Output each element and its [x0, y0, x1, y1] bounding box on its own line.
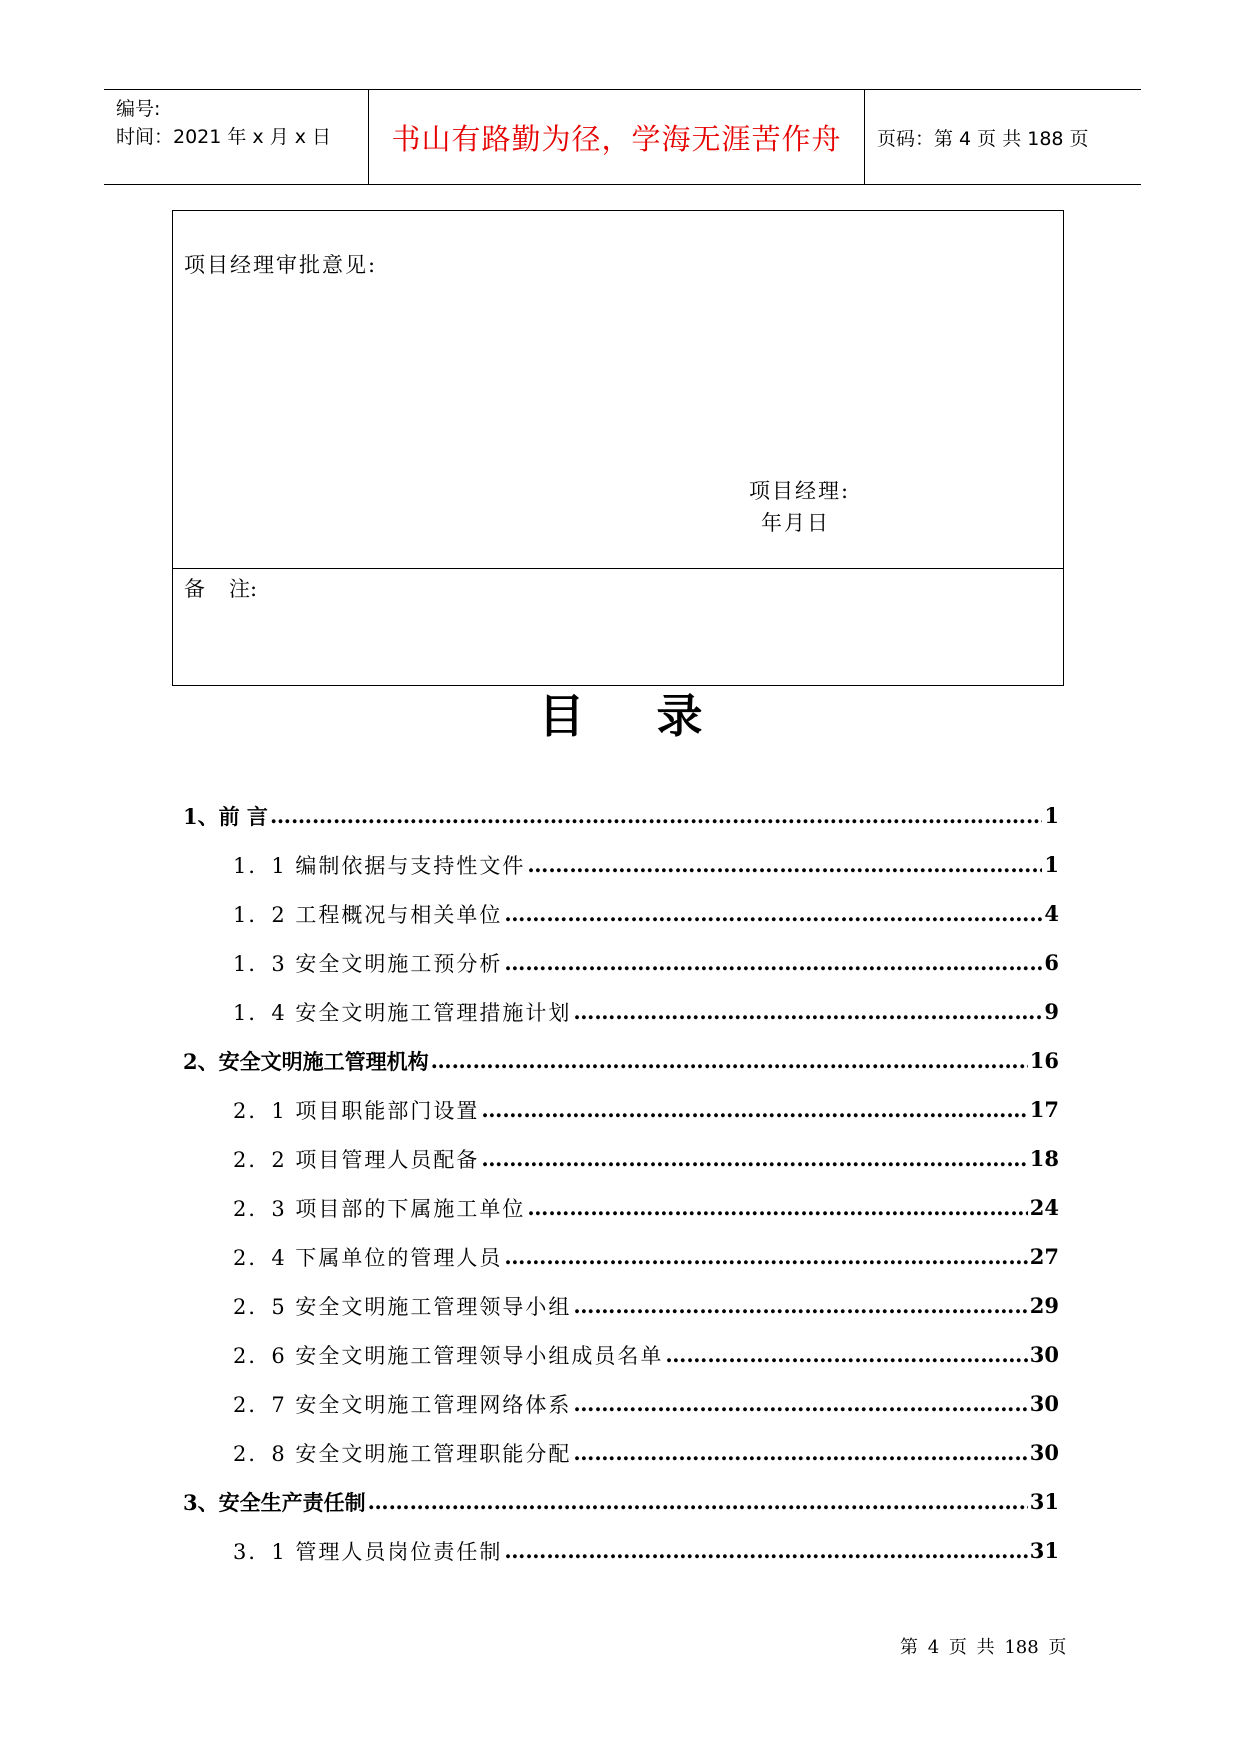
remark-label-a: 备 [184, 577, 205, 601]
toc-entry-text: 2．8 安全文明施工管理职能分配 [233, 1441, 572, 1466]
toc-entry-text: 2．3 项目部的下属施工单位 [233, 1196, 526, 1221]
toc-leader-dots [665, 1342, 1027, 1367]
toc-entry-page: 4 [1044, 901, 1059, 926]
toc-leader-dots [481, 1146, 1027, 1171]
toc-leader-dots [431, 1048, 1028, 1073]
toc-entry[interactable] [183, 1428, 1059, 1477]
page-footer: 第 4 页 共 188 页 [900, 1637, 1067, 1658]
header-page-number: 页码：第 4 页 共 188 页 [877, 128, 1089, 150]
toc-entry[interactable] [183, 1134, 1059, 1183]
approval-table [172, 210, 1064, 686]
toc-leader-dots [573, 1391, 1027, 1416]
document-time-label: 时间：2021 年 x 月 x 日 [116, 126, 332, 148]
approval-opinion-label: 项目经理审批意见: [184, 253, 378, 277]
toc-entry[interactable] [183, 1183, 1059, 1232]
toc-entry-page: 24 [1029, 1195, 1059, 1220]
toc-entry-page: 27 [1029, 1244, 1059, 1269]
toc-entry-text: 2．5 安全文明施工管理领导小组 [233, 1294, 572, 1319]
toc-entry-text: 1．4 安全文明施工管理措施计划 [233, 1000, 572, 1025]
toc-entry-page: 18 [1029, 1146, 1059, 1171]
toc-entry-text: 1、前 言 [183, 803, 268, 829]
toc-entry-text: 3、安全生产责任制 [183, 1489, 366, 1515]
toc-entry-page: 6 [1044, 950, 1059, 975]
toc-entry[interactable] [183, 1085, 1059, 1134]
toc-leader-dots [573, 1293, 1027, 1318]
header-info-cell [104, 90, 369, 184]
toc-entry-text: 2．6 安全文明施工管理领导小组成员名单 [233, 1343, 664, 1368]
toc-entry-text: 2．7 安全文明施工管理网络体系 [233, 1392, 572, 1417]
toc-entry[interactable] [183, 791, 1059, 840]
toc-entry-text: 3．1 管理人员岗位责任制 [233, 1539, 503, 1564]
document-number-label: 编号: [116, 98, 161, 120]
toc-entry-page: 31 [1029, 1489, 1059, 1514]
toc-entry[interactable] [183, 1330, 1059, 1379]
toc-entry[interactable] [183, 1232, 1059, 1281]
table-of-contents [183, 791, 1059, 1575]
toc-entry-page: 1 [1044, 852, 1059, 877]
toc-entry-page: 30 [1029, 1440, 1059, 1465]
toc-entry-page: 30 [1029, 1342, 1059, 1367]
toc-entry-text: 2．1 项目职能部门设置 [233, 1098, 480, 1123]
toc-entry-text: 1．1 编制依据与支持性文件 [233, 853, 526, 878]
toc-leader-dots [527, 1195, 1027, 1220]
toc-entry-text: 1．3 安全文明施工预分析 [233, 951, 503, 976]
header-page-cell [865, 90, 1141, 184]
toc-title: 目 录 [538, 689, 731, 743]
toc-entry-page: 17 [1029, 1097, 1059, 1122]
toc-entry[interactable] [183, 840, 1059, 889]
toc-leader-dots [481, 1097, 1027, 1122]
page-header [104, 89, 1141, 185]
toc-entry-text: 2．2 项目管理人员配备 [233, 1147, 480, 1172]
toc-entry-page: 29 [1029, 1293, 1059, 1318]
toc-leader-dots [504, 950, 1042, 975]
toc-entry-page: 9 [1044, 999, 1059, 1024]
header-motto-cell [369, 90, 865, 184]
toc-entry[interactable] [183, 938, 1059, 987]
remark-label [184, 573, 257, 603]
toc-entry[interactable] [183, 1526, 1059, 1575]
toc-entry-page: 31 [1029, 1538, 1059, 1563]
toc-entry[interactable] [183, 1477, 1059, 1526]
toc-leader-dots [527, 852, 1042, 877]
toc-leader-dots [504, 901, 1042, 926]
toc-leader-dots [368, 1489, 1028, 1514]
toc-entry-page: 30 [1029, 1391, 1059, 1416]
approval-date-label: 年月日 [761, 511, 830, 535]
project-manager-label: 项目经理: [749, 479, 851, 503]
toc-leader-dots [504, 1538, 1027, 1563]
toc-entry-text: 2、安全文明施工管理机构 [183, 1048, 429, 1074]
header-motto: 书山有路勤为径，学海无涯苦作舟 [391, 122, 842, 156]
toc-leader-dots [573, 999, 1042, 1024]
toc-leader-dots [270, 803, 1042, 828]
toc-entry[interactable] [183, 889, 1059, 938]
toc-leader-dots [504, 1244, 1027, 1269]
toc-entry[interactable] [183, 1379, 1059, 1428]
toc-entry[interactable] [183, 987, 1059, 1036]
toc-entry-text: 1．2 工程概况与相关单位 [233, 902, 503, 927]
toc-entry-page: 16 [1029, 1048, 1059, 1073]
toc-entry[interactable] [183, 1036, 1059, 1085]
toc-entry-page: 1 [1044, 803, 1059, 828]
toc-leader-dots [573, 1440, 1027, 1465]
approval-opinion-cell [173, 211, 1063, 569]
toc-entry-text: 2．4 下属单位的管理人员 [233, 1245, 503, 1270]
toc-entry[interactable] [183, 1281, 1059, 1330]
remark-label-b: 注: [229, 577, 258, 601]
